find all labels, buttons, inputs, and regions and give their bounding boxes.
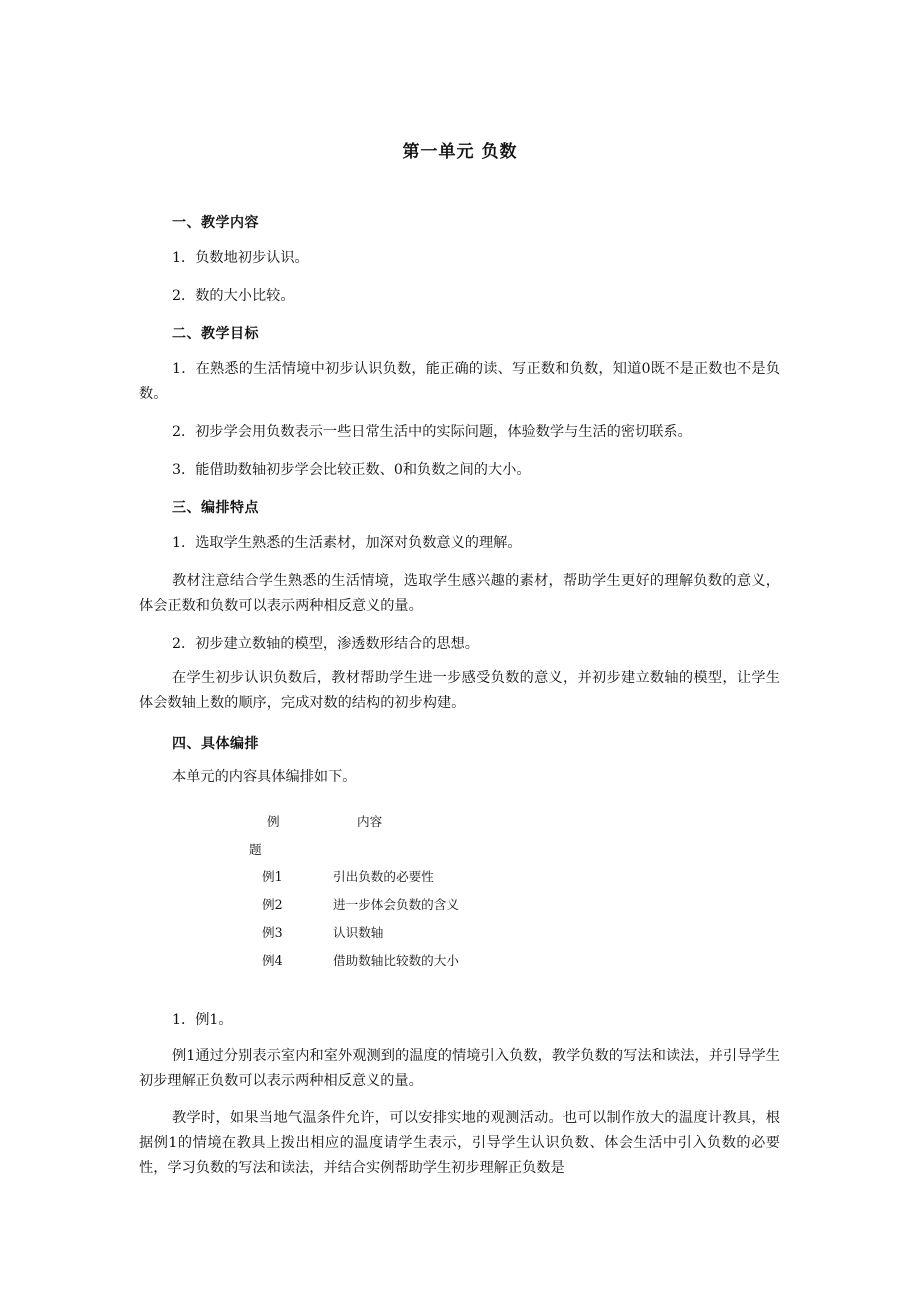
paragraph: 在学生初步认识负数后，教材帮助学生进一步感受负数的意义，并初步建立数轴的模型，让学生体会数轴上数的顺序，完成对数的结构的初步构建。 — [139, 670, 780, 711]
list-item: 3．能借助数轴初步学会比较正数、0和负数之间的大小。 — [172, 462, 531, 478]
paragraph: 教材注意结合学生熟悉的生活情境，选取学生感兴趣的素材，帮助学生更好的理解负数的意义，体会正数和负数可以表示两种相反意义的量。 — [139, 573, 780, 614]
section-heading-teaching-content: 一、教学内容 — [172, 215, 259, 231]
table-cell-content: 认识数轴 — [333, 925, 384, 940]
paragraph: 1．在熟悉的生活情境中初步认识负数，能正确的读、写正数和负数，知道0既不是正数也不是负数。 — [139, 361, 780, 402]
section-heading-specific-arrangement: 四、具体编排 — [172, 736, 259, 752]
table-cell-example: 例1 — [262, 869, 283, 884]
table-cell-example: 例4 — [262, 953, 283, 968]
list-item: 2．初步建立数轴的模型，渗透数形结合的思想。 — [172, 636, 479, 652]
paragraph: 例1通过分别表示室内和室外观测到的温度的情境引入负数，教学负数的写法和读法，并引导学生初步理解正负数可以表示两种相反意义的量。 — [139, 1048, 780, 1089]
table-header-content: 内容 — [357, 814, 383, 829]
list-item: 2．数的大小比较。 — [172, 288, 295, 304]
list-item: 1．负数地初步认识。 — [172, 250, 309, 266]
list-item: 1．选取学生熟悉的生活素材，加深对负数意义的理解。 — [172, 535, 522, 551]
table-header-example: 题 — [249, 842, 262, 857]
section-heading-teaching-goals: 二、教学目标 — [172, 326, 259, 342]
paragraph: 教学时，如果当地气温条件允许，可以安排实地的观测活动。也可以制作放大的温度计教具，根据例1的情境在教具上拨出相应的温度请学生表示，引导学生认识负数、体会生活中引入负数的必要性，学习负数的写法和读法，并结合实例帮助学生初步理解正负数是 — [139, 1110, 780, 1176]
table-cell-content: 借助数轴比较数的大小 — [333, 953, 459, 968]
table-cell-example: 例3 — [262, 925, 283, 940]
page-title: 第一单元 负数 — [402, 142, 518, 162]
paragraph: 本单元的内容具体编排如下。 — [172, 769, 357, 785]
section-heading-arrangement-features: 三、编排特点 — [172, 500, 259, 516]
table-header-example: 例 — [267, 814, 280, 829]
list-item: 2．初步学会用负数表示一些日常生活中的实际问题，体验数学与生活的密切联系。 — [172, 424, 692, 440]
table-cell-content: 引出负数的必要性 — [333, 869, 434, 884]
list-item: 1．例1。 — [172, 1012, 233, 1028]
table-cell-example: 例2 — [262, 897, 283, 912]
table-cell-content: 进一步体会负数的含义 — [333, 897, 459, 912]
